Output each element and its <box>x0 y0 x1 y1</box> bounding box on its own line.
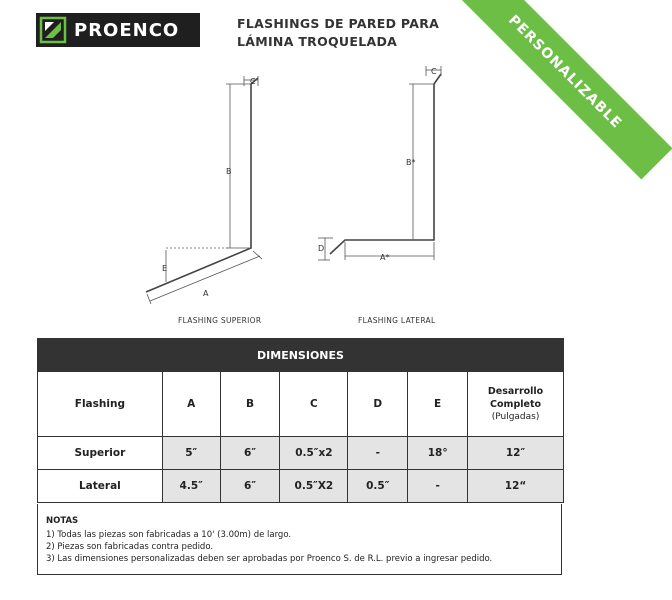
note-item: 2) Piezas son fabricadas contra pedido. <box>46 542 214 552</box>
label-d-lateral: D <box>318 244 325 253</box>
dc-line-2: Completo <box>490 398 542 410</box>
cell-d: - <box>348 437 408 470</box>
table-row-lateral <box>38 470 564 503</box>
label-a-lateral: A* <box>380 253 390 262</box>
table-header-row <box>38 372 564 437</box>
label-b-superior: B <box>226 167 232 176</box>
cell-c: 0.5″x2 <box>280 437 348 470</box>
label-c-lateral: C <box>431 67 437 76</box>
caption-flashing-superior: FLASHING SUPERIOR <box>178 316 262 325</box>
dc-sub: (Pulgadas) <box>491 411 540 422</box>
header-c: C <box>280 372 348 437</box>
cell-a: 4.5″ <box>162 470 220 503</box>
note-item: 3) Las dimensiones personalizadas deben ser aprobadas por Proenco S. de R.L. previo a ingresar pedido. <box>46 554 493 564</box>
note-item: 1) Todas las piezas son fabricadas a 10' (3.00m) de largo. <box>46 530 292 540</box>
flashing-lateral-drawing <box>318 66 441 260</box>
table-title: DIMENSIONES <box>38 339 564 372</box>
notes-box <box>37 504 562 575</box>
header-flashing: Flashing <box>38 372 163 437</box>
header-a: A <box>162 372 220 437</box>
proenco-logo-icon <box>36 13 70 47</box>
cell-desarrollo: 12″ <box>468 437 564 470</box>
header-b: B <box>220 372 280 437</box>
label-c-superior: C <box>250 77 256 86</box>
header-desarrollo-completo <box>468 372 564 437</box>
flashing-drawings <box>0 60 600 320</box>
cell-e: - <box>408 470 468 503</box>
cell-flashing: Lateral <box>38 470 163 503</box>
table-row-superior <box>38 437 564 470</box>
brand-logo <box>36 13 200 47</box>
header-e: E <box>408 372 468 437</box>
label-e-superior: E <box>162 264 168 273</box>
cell-c: 0.5″X2 <box>280 470 348 503</box>
cell-a: 5″ <box>162 437 220 470</box>
title-line-1: FLASHINGS DE PARED PARA <box>237 16 440 31</box>
cell-b: 6″ <box>220 437 280 470</box>
caption-flashing-lateral: FLASHING LATERAL <box>358 316 436 325</box>
ribbon-label: PERSONALIZABLE <box>458 0 672 179</box>
header-d: D <box>348 372 408 437</box>
brand-name: PROENCO <box>74 19 180 41</box>
cell-desarrollo: 12“ <box>468 470 564 503</box>
dc-line-1: Desarrollo <box>487 385 544 397</box>
cell-e: 18° <box>408 437 468 470</box>
cell-d: 0.5″ <box>348 470 408 503</box>
flashing-lateral-labels <box>318 67 437 262</box>
label-a-superior: A <box>203 289 209 298</box>
title-line-2: LÁMINA TROQUELADA <box>237 34 398 49</box>
label-b-lateral: B* <box>406 158 416 167</box>
page-title <box>237 15 439 51</box>
cell-flashing: Superior <box>38 437 163 470</box>
cell-b: 6″ <box>220 470 280 503</box>
dimensions-table <box>37 338 564 503</box>
notes-title: NOTAS <box>46 516 79 526</box>
